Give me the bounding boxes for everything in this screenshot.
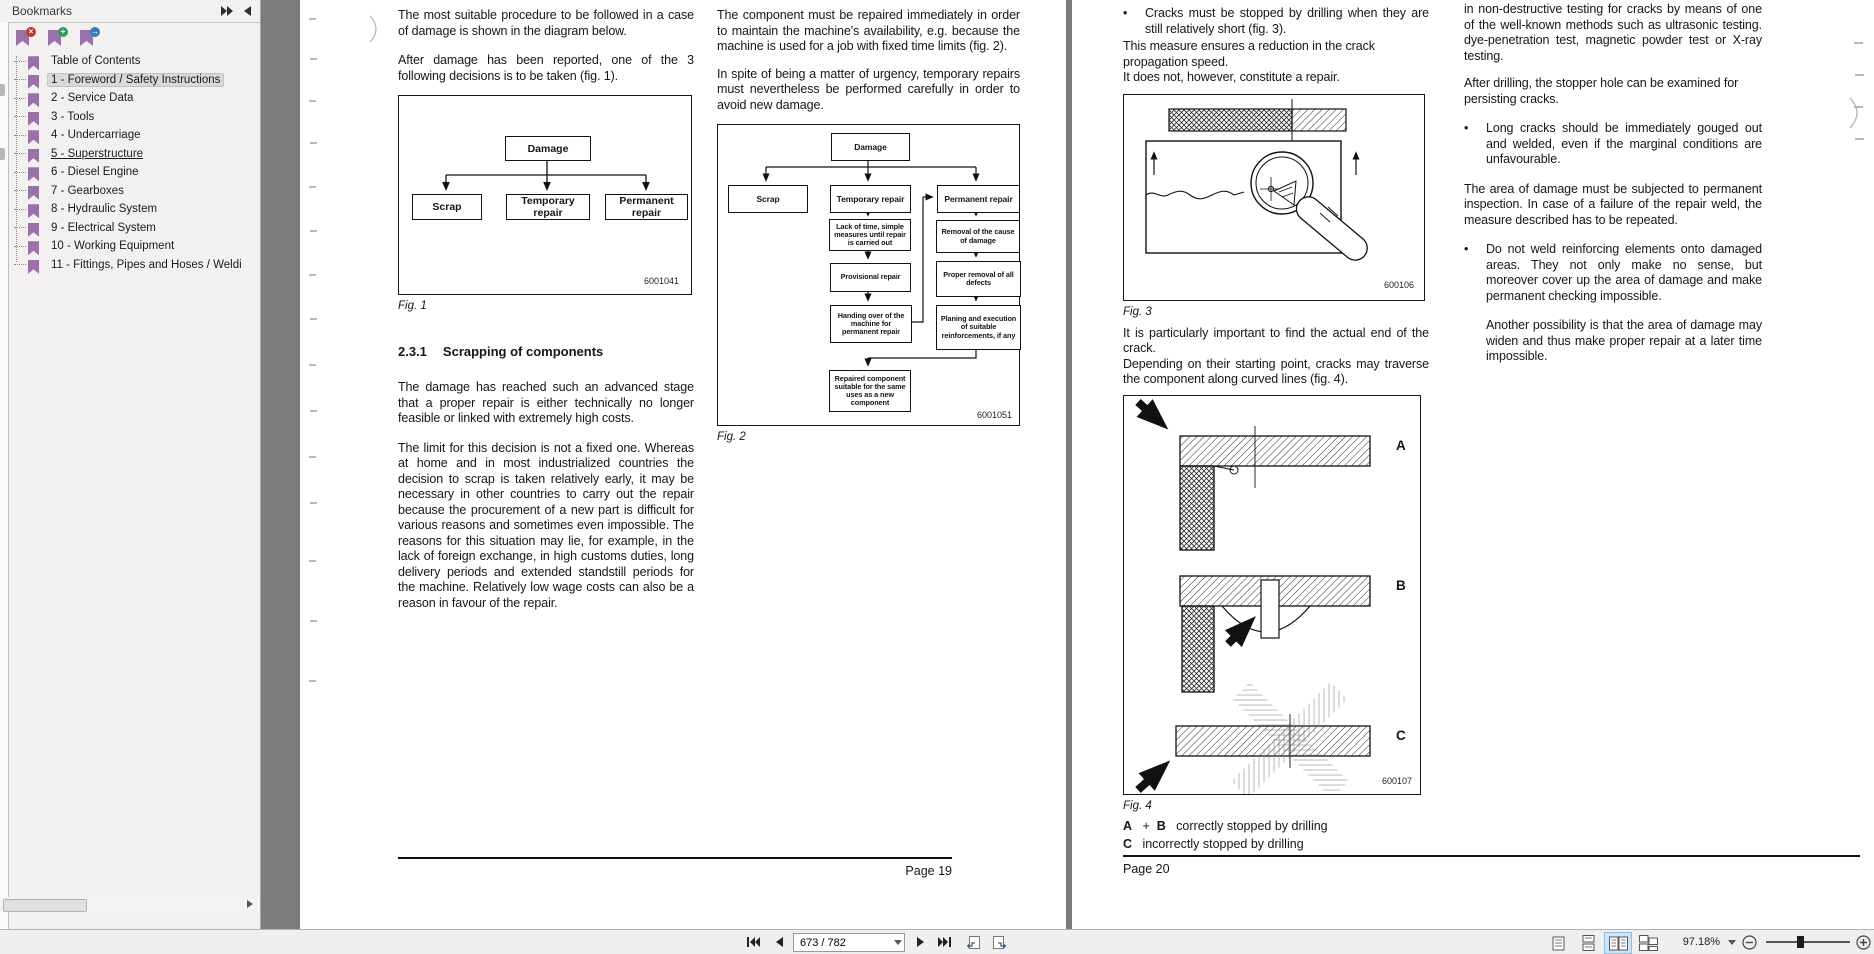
bookmark-icon <box>28 91 39 105</box>
tree-dots <box>14 61 26 62</box>
bookmark-item-label: 5 - Superstructure <box>51 147 144 160</box>
bookmark-item-service-data[interactable] <box>14 89 260 108</box>
tree-dots <box>14 98 26 99</box>
flow-node-temporary-repair: Temporary repair <box>506 194 590 220</box>
legend-plus: + <box>1142 818 1150 833</box>
bookmark-item-undercarriage[interactable] <box>14 126 260 145</box>
scan-artifact <box>309 364 316 366</box>
page-number-label: Page 20 <box>1123 862 1170 876</box>
scan-artifact <box>309 274 316 276</box>
expand-panels-icon[interactable] <box>220 5 234 17</box>
flow-node-permanent-repair: Permanent repair <box>605 194 688 220</box>
scan-artifact <box>310 410 317 412</box>
last-page-button[interactable] <box>934 932 956 952</box>
single-page-view-button[interactable] <box>1544 932 1572 954</box>
page-number-field <box>793 933 905 952</box>
flow-node-damage: Damage <box>505 136 591 161</box>
first-page-button[interactable] <box>742 932 764 952</box>
bookmark-icon <box>28 110 39 124</box>
tree-dots <box>14 135 26 136</box>
sidebar-horizontal-scrollbar[interactable] <box>0 897 259 912</box>
pdf-page-20 <box>1072 0 1874 929</box>
scan-artifact <box>1855 138 1864 140</box>
legend-key: A <box>1123 818 1133 833</box>
zoom-out-button[interactable] <box>1738 932 1760 952</box>
bullet-paragraph <box>1464 121 1762 168</box>
scan-artifact <box>310 58 317 60</box>
page19-column-1 <box>398 8 694 611</box>
two-page-scroll-view-button[interactable] <box>1634 932 1662 954</box>
legend-text: incorrectly stopped by drilling <box>1142 836 1304 851</box>
subfigure-label-b: B <box>1396 577 1406 593</box>
paragraph: In spite of being a matter of urgency, temporary repairs must nevertheless be performed carefully in order to avoid new damage. <box>717 66 1020 112</box>
scan-artifact <box>310 620 317 622</box>
figure-ref-number: 6001041 <box>643 276 679 286</box>
tree-dots <box>14 209 26 210</box>
bookmark-icon <box>28 202 39 216</box>
bullet-glyph: • <box>1464 121 1469 135</box>
bookmark-item-tools[interactable] <box>14 108 260 127</box>
bookmark-item-table-of-contents[interactable] <box>14 52 260 71</box>
figure-ref-number: 6001051 <box>976 410 1012 420</box>
zoom-slider[interactable] <box>1766 941 1850 943</box>
two-page-view-button[interactable] <box>1604 932 1632 954</box>
scan-artifact <box>309 456 316 458</box>
scan-artifact <box>309 186 316 188</box>
flow-node-scrap: Scrap <box>412 194 482 220</box>
bookmark-item-electrical-system[interactable] <box>14 219 260 238</box>
bookmark-icon <box>28 147 39 161</box>
paragraph: The damage has reached such an advanced stage that a proper repair is either technically no longer feasible or linked with extremely high costs. <box>398 380 694 425</box>
panel-tab-rail <box>0 22 9 929</box>
paragraph: It is particularly important to find the actual end of the crack. <box>1123 325 1429 355</box>
flow-node-scrap: Scrap <box>728 185 808 213</box>
flow-node-damage: Damage <box>831 133 910 161</box>
zoom-dropdown-caret-icon[interactable] <box>1728 940 1736 945</box>
section-number: 2.3.1 <box>398 344 427 359</box>
paragraph: It does not, however, constitute a repair. <box>1123 70 1340 84</box>
scan-artifact <box>310 142 317 144</box>
zoom-slider-handle[interactable] <box>1797 936 1804 948</box>
bookmark-item-fittings[interactable] <box>14 256 260 275</box>
figure-4-caption: Fig. 4 <box>1123 799 1152 812</box>
flow-node-removal-cause: Removal of the cause of damage <box>936 220 1020 253</box>
bookmark-item-superstructure[interactable] <box>14 145 260 164</box>
bookmark-item-label: 3 - Tools <box>51 110 95 123</box>
tree-dots <box>14 227 26 228</box>
legend-text: correctly stopped by drilling <box>1176 818 1328 833</box>
footer-rule <box>398 857 952 859</box>
page20-column-1 <box>1123 6 1429 851</box>
paragraph: The component must be repaired immediately in order to maintain the machine's availability, e.g. because the machine is used for a job with fixed time limits (fig. 2). <box>717 8 1020 53</box>
bookmark-icon <box>28 165 39 179</box>
scrollbar-right-arrow[interactable] <box>247 900 253 908</box>
delete-bookmark-button[interactable] <box>12 28 36 50</box>
tree-dots <box>14 246 26 247</box>
paragraph: The limit for this decision is not a fixed one. Whereas at home and in most industrialized countries the decision to scrap is taken relatively early, it may be necessary in other countries to carry out the repair because the procurement of a new part is difficult for various reasons and sometimes even impossible. The reasons for this situation may lie, for example, in the lack of foreign exchange, in high customs duties, long delivery periods and extended standstill periods for the machine. Relatively low wage costs can also be a reason in favour of the repair. <box>398 440 694 610</box>
scan-artifact <box>309 560 316 562</box>
flow-node-repaired-component: Repaired component suitable for the same uses as a new component <box>829 370 911 412</box>
tree-dots <box>14 116 26 117</box>
figure-1 <box>398 95 692 295</box>
tree-dots <box>14 190 26 191</box>
page19-column-2 <box>717 8 1020 443</box>
scan-artifact <box>310 230 317 232</box>
bookmark-item-gearboxes[interactable] <box>14 182 260 201</box>
next-view-button[interactable] <box>988 932 1010 952</box>
next-page-button[interactable] <box>910 932 932 952</box>
bookmark-item-label: 4 - Undercarriage <box>51 129 141 142</box>
bullet-text: Long cracks should be immediately gouged out and welded, even if the marginal conditions are unfavourable. <box>1486 121 1762 166</box>
continuous-scroll-view-button[interactable] <box>1574 932 1602 954</box>
figure-2-caption: Fig. 2 <box>717 431 746 443</box>
figure-3-drawing <box>1124 95 1424 300</box>
scan-artifact <box>1855 74 1864 76</box>
bookmark-item-label: 6 - Diesel Engine <box>51 166 139 179</box>
new-bookmark-button[interactable] <box>44 28 68 50</box>
flow-node-temporary-repair: Temporary repair <box>830 185 911 213</box>
paragraph: Another possibility is that the area of damage may widen and thus make proper repair at a later time impossible. <box>1486 318 1762 363</box>
flow-node-provisional-repair: Provisional repair <box>830 263 911 292</box>
flow-node-handing-over: Handing over of the machine for permanent repair <box>830 305 912 343</box>
arrow-right-icon: → <box>91 27 99 36</box>
scan-artifact <box>309 680 316 682</box>
paragraph: After drilling, the stopper hole can be examined for persisting cracks. <box>1464 76 1739 106</box>
bookmark-item-hydraulic-system[interactable] <box>14 200 260 219</box>
bookmark-icon <box>28 73 39 87</box>
paragraph: This measure ensures a reduction in the crack propagation speed. <box>1123 39 1375 69</box>
section-heading <box>398 343 694 361</box>
zoom-in-button[interactable] <box>1852 932 1874 952</box>
previous-view-button[interactable] <box>962 932 984 952</box>
scan-artifact <box>1854 42 1863 44</box>
scan-artifact <box>309 100 316 102</box>
bullet-glyph: • <box>1464 242 1469 256</box>
bookmark-icon <box>28 239 39 253</box>
figure-4 <box>1123 395 1421 795</box>
bookmark-icon <box>28 184 39 198</box>
figure-ref-number: 600107 <box>1381 775 1412 786</box>
viewer-toolbar <box>0 929 1874 954</box>
bookmark-item-working-equipment[interactable] <box>14 237 260 256</box>
subfigure-label-a: A <box>1396 437 1406 453</box>
page-number-input[interactable] <box>794 934 888 951</box>
bullet-glyph: • <box>1123 6 1128 20</box>
scan-artifact <box>368 14 384 44</box>
bookmark-item-label: 7 - Gearboxes <box>51 184 124 197</box>
scan-artifact <box>309 18 316 20</box>
plus-icon: + <box>58 27 68 37</box>
paragraph: After damage has been reported, one of the 3 following decisions is to be taken (fig. 1). <box>398 53 694 83</box>
bullet-paragraph <box>1123 6 1429 37</box>
paragraph: Depending on their starting point, cracks may traverse the component along curved lines (fig. 4). <box>1123 356 1429 386</box>
delete-x-icon: × <box>26 27 36 37</box>
section-title: Scrapping of components <box>442 344 604 359</box>
paragraph: in non-destructive testing for cracks by means of one of the well-known methods such as ultrasonic testing. dye-penetration test, magnetic powder test or X-ray testing. <box>1464 2 1762 63</box>
collapse-panel-icon[interactable] <box>242 5 252 17</box>
flow-node-permanent-repair: Permanent repair <box>937 185 1020 213</box>
tree-dots <box>14 264 26 265</box>
bookmarks-toolbar <box>10 26 260 52</box>
page-dropdown-caret-icon[interactable] <box>894 940 902 945</box>
bullet-text: Do not weld reinforcing elements onto damaged areas. They not only make no sense, but moreover cover up the area of damage and make permanent checking impossible. <box>1486 242 1762 303</box>
scan-artifact <box>1848 96 1864 130</box>
bookmark-item-label: 2 - Service Data <box>51 92 134 105</box>
scrollbar-thumb[interactable] <box>3 899 87 912</box>
bookmark-item-diesel-engine[interactable] <box>14 163 260 182</box>
bookmark-icon <box>28 54 39 68</box>
figure-ref-number: 600106 <box>1383 279 1414 290</box>
tree-dots <box>14 79 26 80</box>
scan-artifact <box>310 318 317 320</box>
subfigure-label-c: C <box>1396 727 1406 743</box>
zoom-level-value[interactable]: 97.18% <box>1682 936 1720 948</box>
panel-tab-icon[interactable] <box>0 84 5 96</box>
pdf-page-19 <box>300 0 1066 929</box>
bookmarks-panel-header <box>0 0 260 23</box>
previous-page-button[interactable] <box>768 932 790 952</box>
figure-2 <box>717 124 1020 426</box>
flow-node-lack-of-time: Lack of time, simple measures until repair is carried out <box>829 219 911 251</box>
flow-node-proper-removal: Proper removal of all defects <box>936 261 1021 297</box>
bookmark-item-label: 10 - Working Equipment <box>51 240 175 253</box>
panel-tab-icon[interactable] <box>0 148 5 160</box>
bookmark-item-label: Table of Contents <box>51 55 141 68</box>
figure-4-legend-ab <box>1123 819 1429 833</box>
paragraph: The most suitable procedure to be followed in a case of damage is shown in the diagram below. <box>398 8 694 38</box>
tree-dots <box>14 153 26 154</box>
bookmarks-panel <box>0 0 261 929</box>
figure-3 <box>1123 94 1425 301</box>
bookmark-item-label: 9 - Electrical System <box>51 221 156 234</box>
footer-rule <box>1123 855 1860 857</box>
bookmark-item-label: 1 - Foreword / Safety Instructions <box>47 73 224 87</box>
figure-4-legend-c <box>1123 837 1429 851</box>
bookmark-item-label: 8 - Hydraulic System <box>51 203 158 216</box>
tree-dots <box>14 172 26 173</box>
figure-4-drawing <box>1124 396 1420 794</box>
document-viewport <box>261 0 1874 929</box>
bookmark-item-foreword[interactable] <box>14 71 260 90</box>
goto-bookmark-button[interactable] <box>76 28 100 50</box>
bookmark-icon <box>28 221 39 235</box>
bookmark-icon <box>28 128 39 142</box>
bullet-paragraph <box>1464 242 1762 304</box>
flow-node-planing: Planing and execution of suitable reinforcements, if any <box>936 305 1021 350</box>
bullet-text: Cracks must be stopped by drilling when they are still relatively short (fig. 3). <box>1145 6 1429 36</box>
legend-key: C <box>1123 836 1133 851</box>
scan-artifact <box>310 502 317 504</box>
bookmark-icon <box>28 258 39 272</box>
legend-key: B <box>1156 818 1166 833</box>
page20-column-2 <box>1464 2 1762 365</box>
bookmark-item-label: 11 - Fittings, Pipes and Hoses / Weldi <box>51 258 242 271</box>
bookmarks-panel-title: Bookmarks <box>12 4 73 18</box>
bookmarks-list <box>14 52 260 274</box>
page-number-label: Page 19 <box>905 864 952 878</box>
figure-1-caption: Fig. 1 <box>398 300 427 312</box>
paragraph: The area of damage must be subjected to permanent inspection. In case of a failure of the repair weld, the measure described has to be repeated. <box>1464 181 1762 227</box>
figure-3-caption: Fig. 3 <box>1123 305 1152 318</box>
